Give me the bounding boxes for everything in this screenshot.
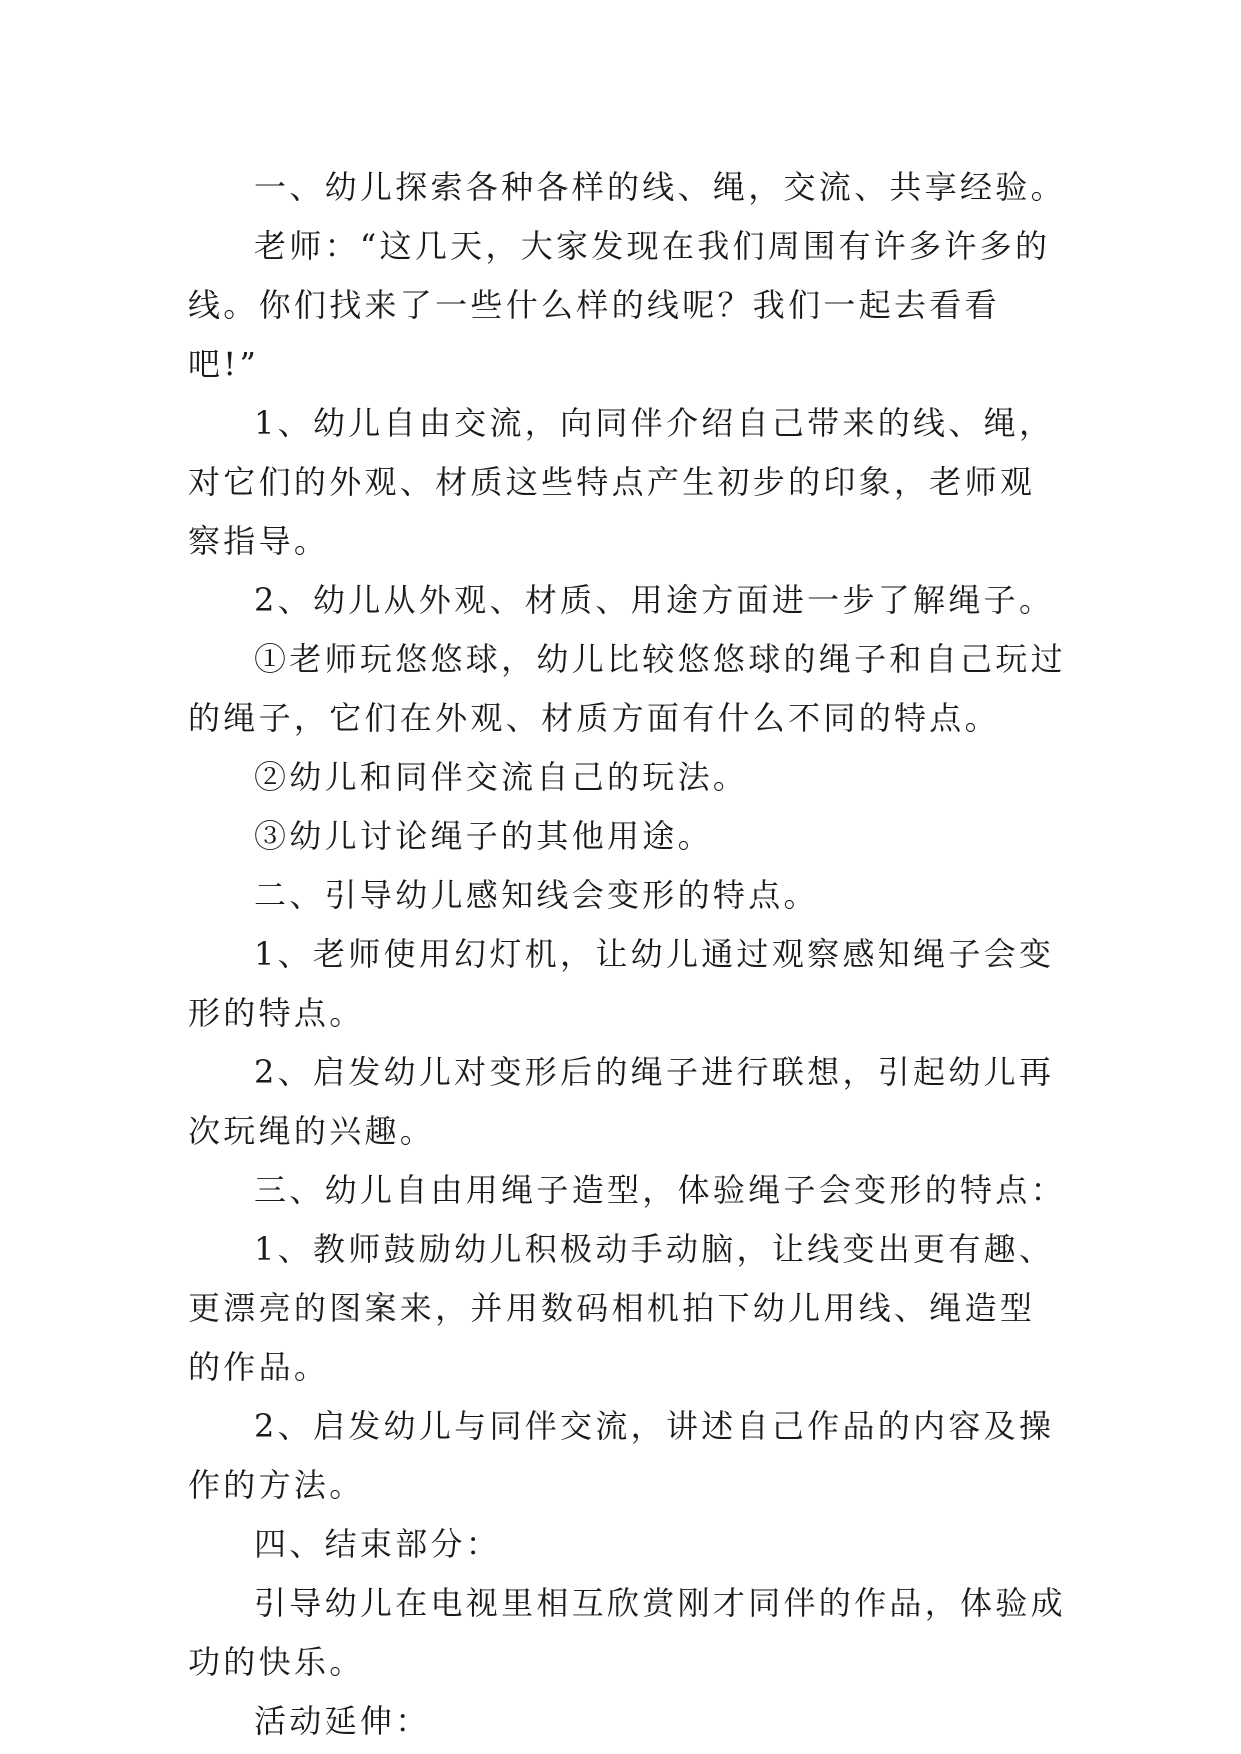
- document-body: [188, 158, 1068, 1751]
- section-heading-3: 三、幼儿自由用绳子造型，体验绳子会变形的特点：: [254, 1171, 1066, 1209]
- sub-item-1: ①老师玩悠悠球，幼儿比较悠悠球的绳子和自己玩过的绳子，它们在外观、材质方面有什么不同的特点。: [188, 640, 1066, 737]
- step-3-1: 1、教师鼓励幼儿积极动手动脑，让线变出更有趣、更漂亮的图案来，并用数码相机拍下幼儿用线、绳造型的作品。: [188, 1230, 1055, 1386]
- closing-paragraph: 引导幼儿在电视里相互欣赏刚才同伴的作品，体验成功的快乐。: [188, 1584, 1066, 1681]
- sub-item-3: ③幼儿讨论绳子的其他用途。: [254, 817, 713, 855]
- step-3-2: 2、启发幼儿与同伴交流，讲述自己作品的内容及操作的方法。: [188, 1407, 1055, 1504]
- step-1-1: 1、幼儿自由交流，向同伴介绍自己带来的线、绳，对它们的外观、材质这些特点产生初步的印象，老师观察指导。: [188, 404, 1055, 560]
- step-2-2: 2、启发幼儿对变形后的绳子进行联想，引起幼儿再次玩绳的兴趣。: [188, 1053, 1055, 1150]
- teacher-quote: 老师：“这几天，大家发现在我们周围有许多许多的线。你们找来了一些什么样的线呢？我们一起去看看吧!”: [188, 227, 1051, 383]
- step-1-2: 2、幼儿从外观、材质、用途方面进一步了解绳子。: [254, 581, 1055, 619]
- step-2-1: 1、老师使用幻灯机，让幼儿通过观察感知绳子会变形的特点。: [188, 935, 1055, 1032]
- section-heading-1: 一、幼儿探索各种各样的线、绳，交流、共享经验。: [254, 168, 1066, 206]
- section-heading-2: 二、引导幼儿感知线会变形的特点。: [254, 876, 819, 914]
- section-heading-4: 四、结束部分：: [254, 1525, 502, 1563]
- sub-item-2: ②幼儿和同伴交流自己的玩法。: [254, 758, 749, 796]
- extension-heading: 活动延伸：: [254, 1702, 431, 1740]
